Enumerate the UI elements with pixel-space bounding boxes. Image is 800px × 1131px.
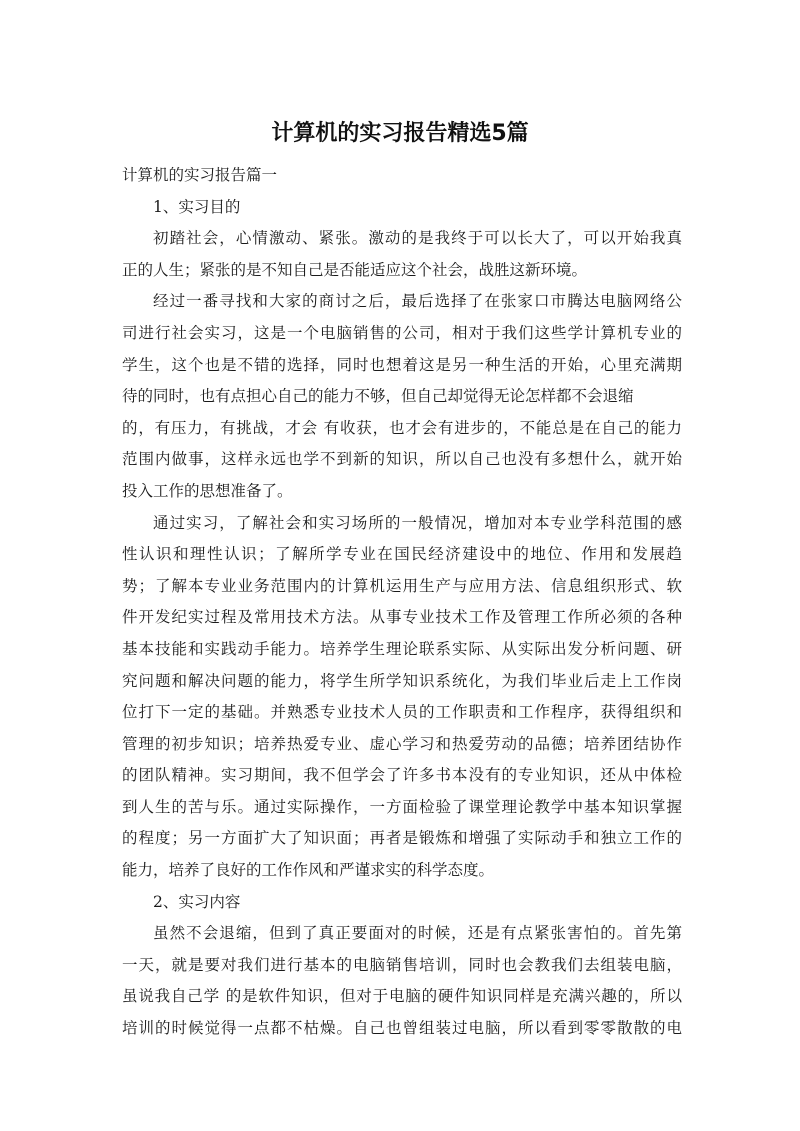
body-line: 基本技能和实践动手能力。培养学生理论联系实际、从实际出发分析问题、研 bbox=[122, 639, 682, 658]
body-line: 计算机的实习报告篇一 bbox=[122, 166, 278, 184]
body-line: 件开发纪实过程及常用技术方法。从事专业技术工作及管理工作所必须的各种 bbox=[122, 608, 682, 627]
body-line: 通过实习，了解社会和实习场所的一般情况，增加对本专业学科范围的感 bbox=[153, 513, 682, 532]
body-line: 位打下一定的基础。并熟悉专业技术人员的工作职责和工作程序，获得组织和 bbox=[122, 703, 682, 722]
body-line: 的程度；另一方面扩大了知识面；再者是锻炼和增强了实际动手和独立工作的 bbox=[122, 829, 682, 848]
document-title: 计算机的实习报告精选5篇 bbox=[271, 121, 529, 146]
body-line: 到人生的苦与乐。通过实际操作，一方面检验了课堂理论教学中基本知识掌握 bbox=[122, 797, 682, 816]
body-line: 待的同时，也有点担心自己的能力不够，但自己却觉得无论怎样都不会退缩 bbox=[122, 387, 634, 406]
body-line: 能力，培养了良好的工作作风和严谨求实的科学态度。 bbox=[122, 861, 495, 880]
document-body bbox=[122, 160, 682, 1045]
body-line: 势；了解本专业业务范围内的计算机运用生产与应用方法、信息组织形式、软 bbox=[122, 576, 682, 595]
body-line: 的团队精神。实习期间，我不但学会了许多书本没有的专业知识，还从中体检 bbox=[122, 766, 682, 785]
body-line: 1、实习目的 bbox=[153, 197, 241, 216]
body-line: 虽说我自己学 的是软件知识，但对于电脑的硬件知识同样是充满兴趣的，所以 bbox=[122, 987, 682, 1006]
body-line: 培训的时候觉得一点都不枯燥。自己也曾组装过电脑，所以看到零零散散的电 bbox=[122, 1019, 682, 1038]
body-line: 正的人生；紧张的是不知自己是否能适应这个社会，战胜这新环境。 bbox=[122, 260, 588, 279]
body-line: 一天，就是要对我们进行基本的电脑销售培训，同时也会教我们去组装电脑， bbox=[122, 955, 682, 974]
body-line: 2、实习内容 bbox=[153, 892, 241, 911]
body-line: 司进行社会实习，这是一个电脑销售的公司，相对于我们这些学计算机专业的 bbox=[122, 323, 682, 342]
body-line: 学生，这个也是不错的选择，同时也想着这是另一种生活的开始，心里充满期 bbox=[122, 355, 682, 374]
body-line: 性认识和理性认识；了解所学专业在国民经济建设中的地位、作用和发展趋 bbox=[122, 545, 682, 564]
body-line: 的，有压力，有挑战，才会 有收获，也才会有进步的，不能总是在自己的能力 bbox=[122, 418, 682, 437]
body-line: 范围内做事，这样永远也学不到新的知识，所以自己也没有多想什么，就开始 bbox=[122, 450, 682, 469]
body-line: 究问题和解决问题的能力，将学生所学知识系统化，为我们毕业后走上工作岗 bbox=[122, 671, 682, 690]
body-line: 虽然不会退缩，但到了真正要面对的时候，还是有点紧张害怕的。首先第 bbox=[153, 924, 682, 943]
body-line: 经过一番寻找和大家的商讨之后，最后选择了在张家口市腾达电脑网络公 bbox=[153, 292, 682, 311]
body-line: 投入工作的思想准备了。 bbox=[122, 481, 293, 500]
body-line: 管理的初步知识；培养热爱专业、虚心学习和热爱劳动的品德；培养团结协作 bbox=[122, 734, 682, 753]
body-line: 初踏社会，心情激动、紧张。激动的是我终于可以长大了，可以开始我真 bbox=[153, 229, 682, 248]
